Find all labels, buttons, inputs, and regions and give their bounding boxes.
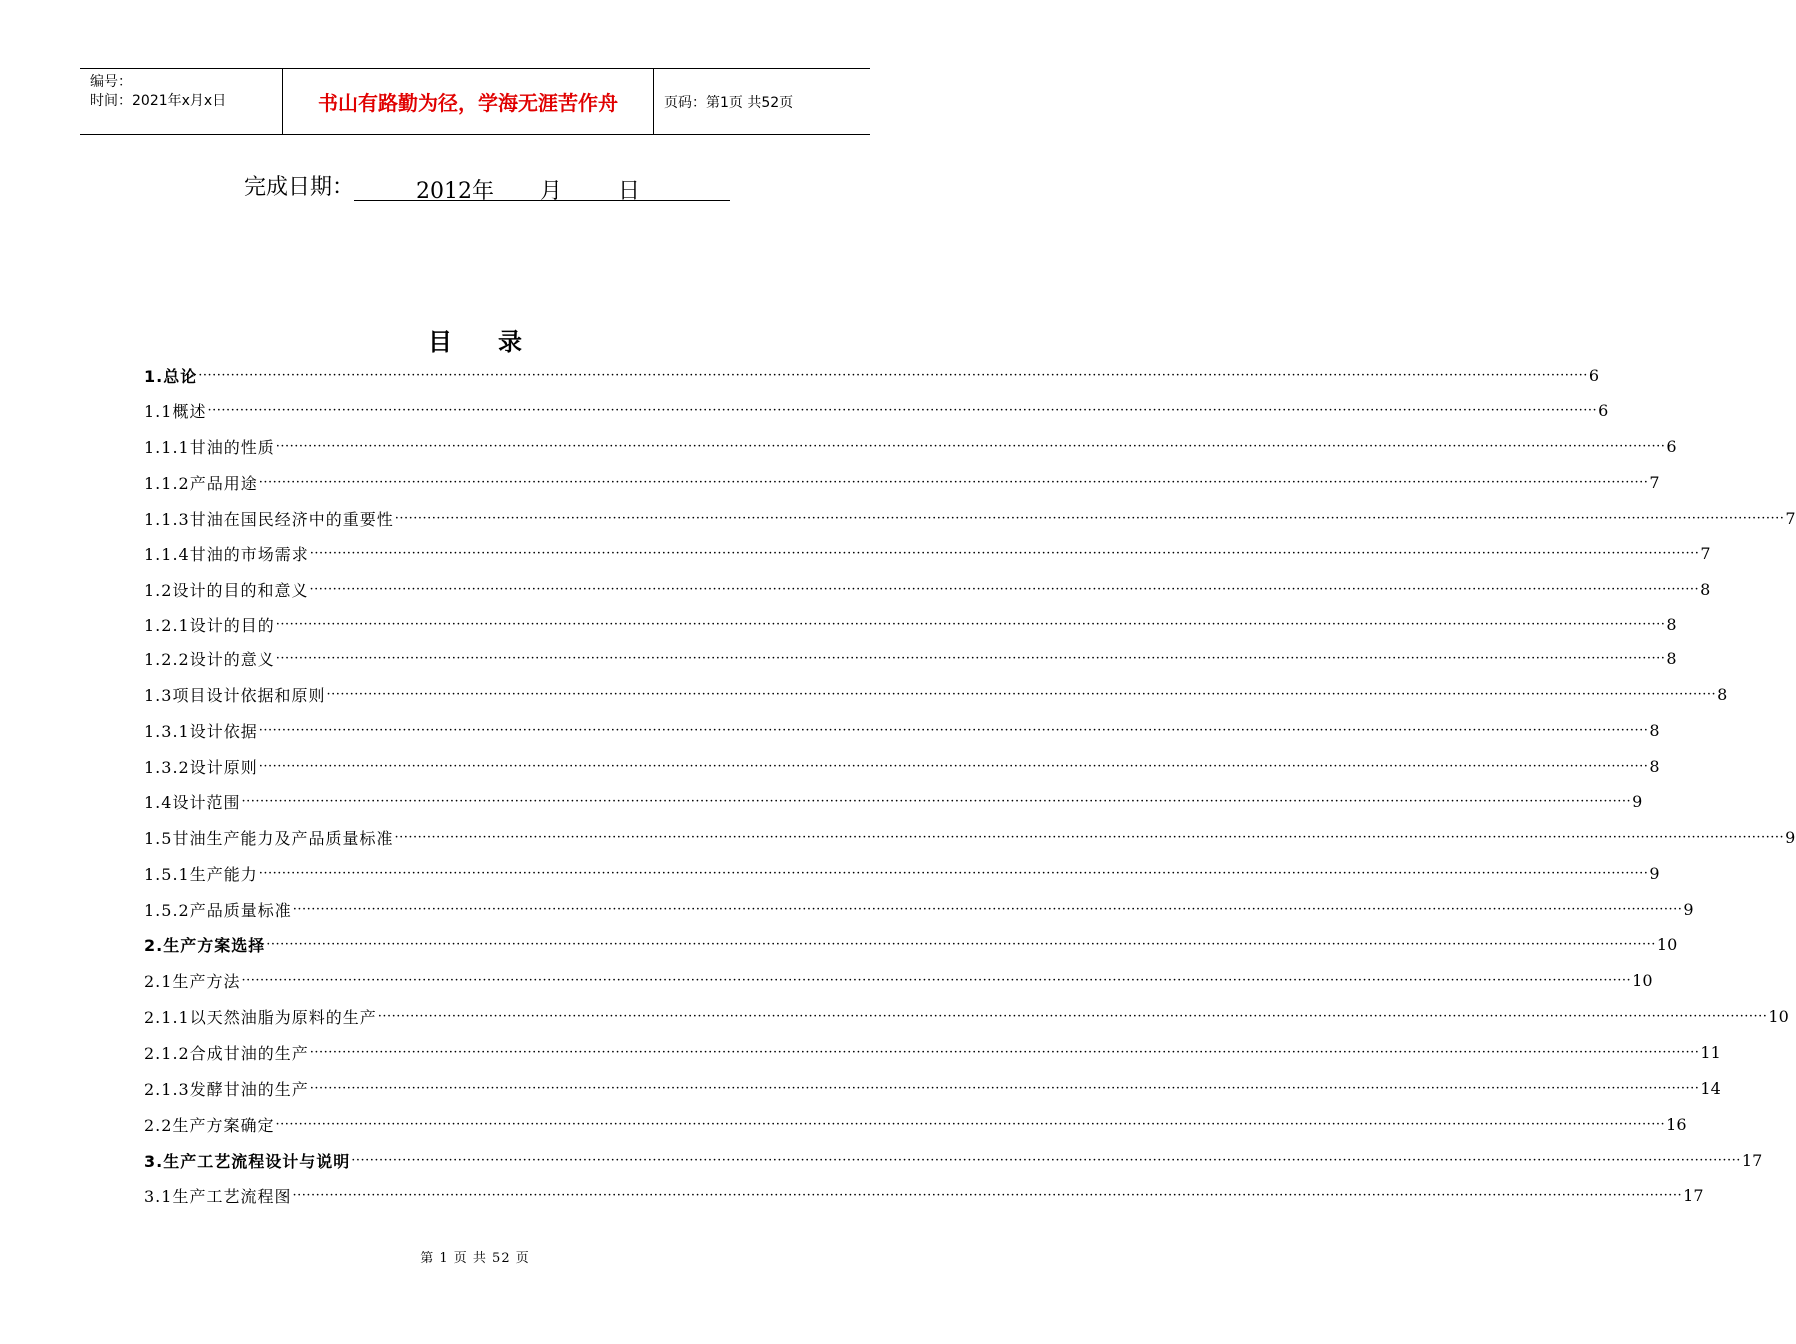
completion-label: 完成日期： xyxy=(244,175,355,200)
toc-entry[interactable] xyxy=(144,789,1643,813)
toc-entry-page: 8 xyxy=(1649,756,1660,776)
toc-entry[interactable] xyxy=(144,897,1694,921)
toc-entry-label: 1.2设计的目的和意义 xyxy=(144,580,309,600)
time-label: 时间：2021年x月x日 xyxy=(90,93,227,109)
toc-entry[interactable] xyxy=(144,541,1711,565)
toc-entry[interactable] xyxy=(144,1040,1721,1064)
toc-leader-dots: ············································································································································································································································································································ xyxy=(241,793,1632,809)
toc-title: 目录 xyxy=(428,328,568,356)
toc-entry-page: 8 xyxy=(1666,648,1677,668)
toc-entry-page: 11 xyxy=(1700,1042,1721,1062)
toc-entry-label: 1.总论 xyxy=(144,366,198,386)
toc-leader-dots: ············································································································································································································································································································ xyxy=(275,438,1666,454)
toc-entry-label: 1.1.1甘油的性质 xyxy=(144,437,275,457)
toc-entry-label: 2.1生产方法 xyxy=(144,971,241,991)
toc-entry-label: 1.5甘油生产能力及产品质量标准 xyxy=(144,828,394,848)
toc-entry-page: 6 xyxy=(1666,436,1677,456)
toc-entry-page: 8 xyxy=(1666,614,1677,634)
toc-entry-page: 9 xyxy=(1785,827,1796,847)
toc-entry-label: 2.1.3发酵甘油的生产 xyxy=(144,1079,309,1099)
toc-entry-label: 1.2.2设计的意义 xyxy=(144,649,275,669)
completion-month: 月 xyxy=(540,179,563,204)
toc-leader-dots: ············································································································································································································································································································ xyxy=(326,686,1717,702)
completion-date-blank xyxy=(354,174,730,204)
toc-entry[interactable] xyxy=(144,1183,1704,1207)
completion-date xyxy=(244,170,730,204)
toc-entry[interactable] xyxy=(144,398,1609,422)
toc-entry[interactable] xyxy=(144,577,1711,601)
toc-entry-page: 14 xyxy=(1700,1078,1721,1098)
toc-entry-label: 1.2.1设计的目的 xyxy=(144,615,275,635)
toc-entry[interactable] xyxy=(144,506,1796,530)
toc-entry[interactable] xyxy=(144,612,1677,636)
toc-entry-label: 1.1概述 xyxy=(144,401,207,421)
toc-entry-page: 9 xyxy=(1649,863,1660,883)
toc-entry[interactable] xyxy=(144,682,1728,706)
toc-entry[interactable] xyxy=(144,825,1796,849)
toc-leader-dots: ············································································································································································································································································································ xyxy=(258,474,1649,490)
toc-entry[interactable] xyxy=(144,932,1678,956)
toc-leader-dots: ············································································································································································································································································································ xyxy=(207,402,1598,418)
toc-entry-label: 1.4设计范围 xyxy=(144,792,241,812)
toc-entry-page: 10 xyxy=(1632,970,1653,990)
toc-entry-label: 1.5.2产品质量标准 xyxy=(144,900,292,920)
toc-entry-label: 1.1.2产品用途 xyxy=(144,473,258,493)
toc-entry[interactable] xyxy=(144,861,1660,885)
toc-entry[interactable] xyxy=(144,718,1660,742)
toc-leader-dots: ············································································································································································································································································································ xyxy=(292,901,1683,917)
toc-entry-page: 17 xyxy=(1683,1185,1704,1205)
toc-leader-dots: ············································································································································································································································································································ xyxy=(198,367,1588,383)
toc-entry-label: 1.3.1设计依据 xyxy=(144,721,258,741)
document-header xyxy=(80,68,870,135)
toc-leader-dots: ············································································································································································································································································································ xyxy=(394,510,1785,526)
toc-entry-page: 9 xyxy=(1632,791,1643,811)
header-page-info: 页码：第1页 共52页 xyxy=(664,94,794,111)
toc-leader-dots: ············································································································································································································································································································ xyxy=(258,758,1649,774)
toc-entry-page: 10 xyxy=(1768,1006,1789,1026)
toc-entry[interactable] xyxy=(144,968,1653,992)
toc-entry-label: 3.生产工艺流程设计与说明 xyxy=(144,1151,351,1171)
toc-leader-dots: ············································································································································································································································································································ xyxy=(241,972,1632,988)
toc-leader-dots: ············································································································································································································································································································ xyxy=(292,1187,1683,1203)
toc-entry[interactable] xyxy=(144,1004,1789,1028)
toc-leader-dots: ············································································································································································································································································································ xyxy=(266,936,1656,952)
toc-entry-label: 2.1.2合成甘油的生产 xyxy=(144,1043,309,1063)
toc-entry-page: 9 xyxy=(1683,899,1694,919)
toc-leader-dots: ············································································································································································································································································································ xyxy=(258,722,1649,738)
toc-entry-page: 7 xyxy=(1785,508,1796,528)
toc-leader-dots: ············································································································································································································································································································ xyxy=(275,1116,1666,1132)
toc-entry-label: 1.3项目设计依据和原则 xyxy=(144,685,326,705)
toc-entry[interactable] xyxy=(144,363,1600,387)
toc-leader-dots: ············································································································································································································································································································ xyxy=(309,545,1700,561)
toc-leader-dots: ············································································································································································································································································································ xyxy=(258,865,1649,881)
header-motto: 书山有路勤为径，学海无涯苦作舟 xyxy=(282,69,654,134)
toc-leader-dots: ············································································································································································································································································································ xyxy=(309,1044,1700,1060)
toc-entry[interactable] xyxy=(144,1076,1721,1100)
toc-entry-page: 7 xyxy=(1700,543,1711,563)
toc-entry[interactable] xyxy=(144,1148,1763,1172)
toc-entry-page: 8 xyxy=(1649,720,1660,740)
number-label: 编号： xyxy=(90,74,132,90)
toc-leader-dots: ············································································································································································································································································································ xyxy=(309,581,1700,597)
toc-entry[interactable] xyxy=(144,754,1660,778)
toc-entry-page: 17 xyxy=(1741,1150,1763,1170)
toc-leader-dots: ············································································································································································································································································································ xyxy=(275,616,1666,632)
toc-entry[interactable] xyxy=(144,470,1660,494)
completion-day: 日 xyxy=(618,179,641,204)
toc-entry-label: 1.3.2设计原则 xyxy=(144,757,258,777)
toc-entry[interactable] xyxy=(144,434,1677,458)
page-footer: 第 1 页 共 52 页 xyxy=(420,1251,530,1266)
toc-entry-page: 6 xyxy=(1598,400,1609,420)
toc-entry-label: 3.1生产工艺流程图 xyxy=(144,1186,292,1206)
toc-entry-label: 2.生产方案选择 xyxy=(144,935,266,955)
toc-leader-dots: ············································································································································································································································································································ xyxy=(377,1008,1768,1024)
toc-entry-page: 16 xyxy=(1666,1114,1687,1134)
toc-entry-page: 8 xyxy=(1717,684,1728,704)
toc-entry-page: 6 xyxy=(1588,365,1600,385)
toc-leader-dots: ············································································································································································································································································································ xyxy=(351,1152,1741,1168)
toc-entry-page: 7 xyxy=(1649,472,1660,492)
toc-entry-label: 2.2生产方案确定 xyxy=(144,1115,275,1135)
toc-entry-label: 1.1.4甘油的市场需求 xyxy=(144,544,309,564)
header-left-cell xyxy=(80,69,282,134)
toc-entry-page: 10 xyxy=(1656,934,1678,954)
toc-leader-dots: ············································································································································································································································································································ xyxy=(275,650,1666,666)
toc-entry[interactable] xyxy=(144,1112,1687,1136)
toc-entry-label: 1.5.1生产能力 xyxy=(144,864,258,884)
toc-entry-label: 2.1.1以天然油脂为原料的生产 xyxy=(144,1007,377,1027)
toc-leader-dots: ············································································································································································································································································································ xyxy=(394,829,1785,845)
completion-year: 2012年 xyxy=(416,179,495,204)
toc-entry[interactable] xyxy=(144,646,1677,670)
toc-leader-dots: ············································································································································································································································································································ xyxy=(309,1080,1700,1096)
toc-entry-page: 8 xyxy=(1700,579,1711,599)
toc-entry-label: 1.1.3甘油在国民经济中的重要性 xyxy=(144,509,394,529)
